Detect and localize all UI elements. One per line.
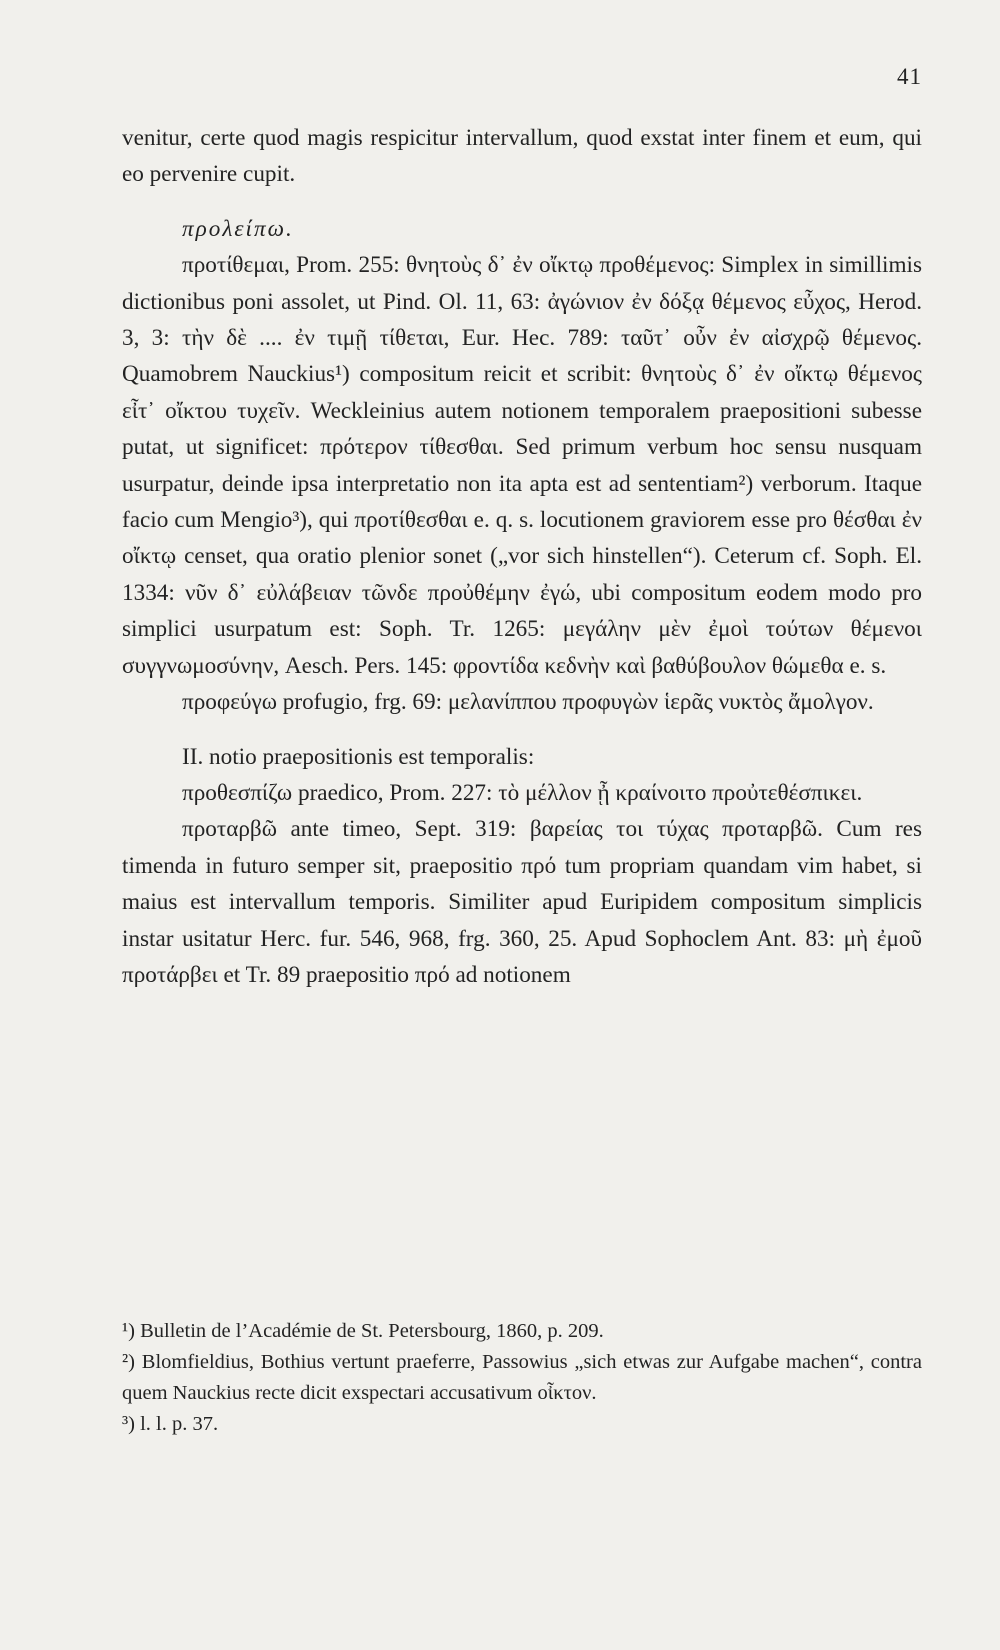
entry-propheugo: προφεύγω profugio, frg. 69: μελανίππου προφυγὼν ἱερᾶς νυκτὸς ἄμολγον. (182, 689, 874, 716)
entry-prothespizo: προθεσπίζω praedico, Prom. 227: τὸ μέλλον ᾖ κραίνοιτο προὐτεθέσπικει. (182, 779, 863, 806)
footnote-1: ¹) Bulletin de l’Académie de St. Petersbourg, 1860, p. 209. (122, 1320, 604, 1342)
entry-protithemai: προτίθεμαι, Prom. 255: θνητοὺς δ᾽ ἐν οἴκτῳ προθέμενος: Simplex in simillimis dictionibus poni assolet, ut Pind. Ol. 11, 63: ἀγώνιον ἐν δόξᾳ θέμενος εὖχος, Herod. 3, 3: τὴν δὲ .... ἐν τιμῇ τίθεται, Eur. Hec. 789: ταῦτ᾽ οὖν ἐν αἰσχρῷ θέμενος. Quamobrem Nauckius¹) compositum reicit et scribit: θνητοὺς δ᾽ ἐν οἴκτῳ θέμενος εἶτ᾽ οἴκτου τυχεῖν. Weckleinius autem notionem temporalem praepositioni subesse putat, ut significet: πρότερον τίθεσθαι. Sed primum verbum hoc sensu nusquam usurpatur, deinde ipsa interpretatio non ita apta est ad sententiam²) verborum. Itaque facio cum Mengio³), qui προτίθεσθαι e. q. s. locutionem graviorem esse pro θέσθαι ἐν οἴκτῳ censet, qua oratio plenior sonet („vor sich hinstellen“). Ceterum cf. Soph. El. 1334: νῦν δ᾽ εὐλάβειαν τῶνδε προὐθέμην ἐγώ, ubi compositum eodem modo pro simplici usurpatum est: Soph. Tr. 1265: μεγάλην μὲν ἐμοὶ τούτων θέμενοι συγγνωμοσύνην, Aesch. Pers. 145: φροντίδα κεδνὴν καὶ βαθύβουλον θώμεθα e. s. (122, 252, 922, 679)
section-heading-ii: II. notio praepositionis est temporalis: (182, 743, 535, 770)
paragraph-continuation: venitur, certe quod magis respicitur intervallum, quod exstat inter finem et eum, qui eo pervenire cupit. (122, 125, 922, 188)
footnote-3: ³) l. l. p. 37. (122, 1413, 219, 1435)
entry-protarbo: προταρβῶ ante timeo, Sept. 319: βαρείας τοι τύχας προταρβῶ. Cum res timenda in futuro semper sit, praepositio πρό tum propriam quandam vim habet, si maius est intervallum temporis. Similiter apud Euripidem compositum simplicis instar usitatur Herc. fur. 546, 968, frg. 360, 25. Apud Sophoclem Ant. 83: μὴ ἐμοῦ προτάρβει et Tr. 89 praepositio πρό ad notionem (122, 816, 922, 988)
body-text (122, 120, 922, 993)
footnote-2: ²) Blomfieldius, Bothius vertunt praeferre, Passowius „sich etwas zur Aufgabe machen“, contra quem Nauckius recte dicit exspectari accusativum οἶκτον. (122, 1351, 922, 1404)
lemma-prolipo: προλείπω. (182, 215, 294, 242)
page-number: 41 (897, 64, 922, 89)
footnotes (122, 1316, 922, 1440)
